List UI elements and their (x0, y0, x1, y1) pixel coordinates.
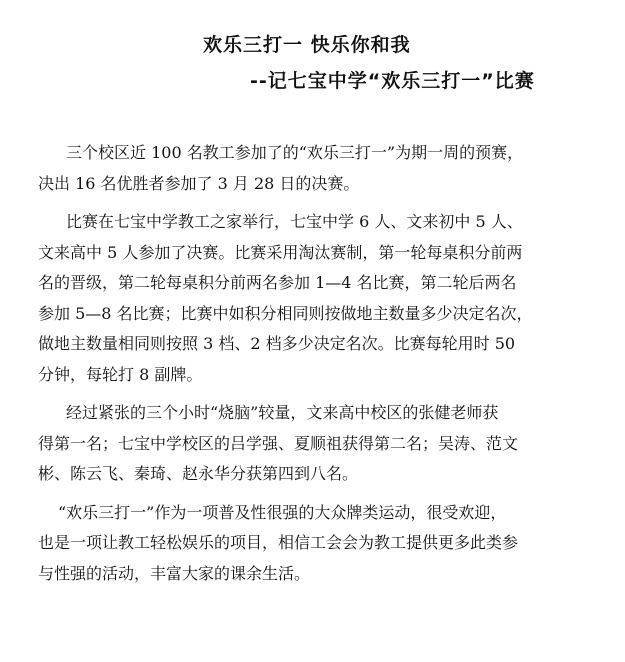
paragraph-line: “欢乐三打一”作为一项普及性很强的大众牌类运动，很受欢迎， (58, 502, 507, 522)
paragraph-2 (38, 207, 606, 390)
paragraph-line: 经过紧张的三个小时“烧脑”较量，文来高中校区的张健老师获 (66, 403, 499, 422)
paragraph-line: 得第一名；七宝中学校区的吕学强、夏顺祖获得第二名；吴涛、范文 (38, 433, 519, 453)
paragraph-line: 三个校区近 100 名教工参加了的“欢乐三打一”为期一周的预赛， (66, 143, 524, 162)
paragraph-3 (38, 398, 606, 490)
paragraph-line: 分钟，每轮打 8 副牌。 (38, 364, 203, 384)
paragraph-line: 名的晋级，第二轮每桌积分前两名参加 1—4 名比赛，第二轮后两名 (38, 273, 517, 292)
paragraph-1 (38, 138, 606, 199)
paragraph-line: 做地主数量相同则按照 3 档、2 档多少决定名次。比赛每轮用时 50 (38, 334, 516, 353)
paragraph-line: 彬、陈云飞、秦琦、赵永华分获第四到八名。 (38, 464, 359, 483)
paragraph-line: 决出 16 名优胜者参加了 3 月 28 日的决赛。 (38, 173, 360, 193)
paragraph-line: 参加 5—8 名比赛；比赛中如积分相同则按做地主数量多少决定名次， (38, 303, 533, 323)
paragraph-line: 与性强的活动，丰富大家的课余生活。 (38, 563, 311, 583)
document-body (38, 138, 606, 597)
paragraph-4 (38, 498, 606, 590)
paragraph-line: 也是一项让教工轻松娱乐的项目，相信工会会为教工提供更多此类参 (38, 533, 519, 552)
paragraph-line: 文来高中 5 人参加了决赛。比赛采用淘汰赛制，第一轮每桌积分前两 (38, 242, 523, 262)
document-subtitle: --记七宝中学“欢乐三打一”比赛 (250, 70, 535, 92)
paragraph-line: 比赛在七宝中学教工之家举行，七宝中学 6 人、文来初中 5 人、 (66, 212, 523, 231)
document-title: 欢乐三打一 快乐你和我 (203, 34, 411, 56)
